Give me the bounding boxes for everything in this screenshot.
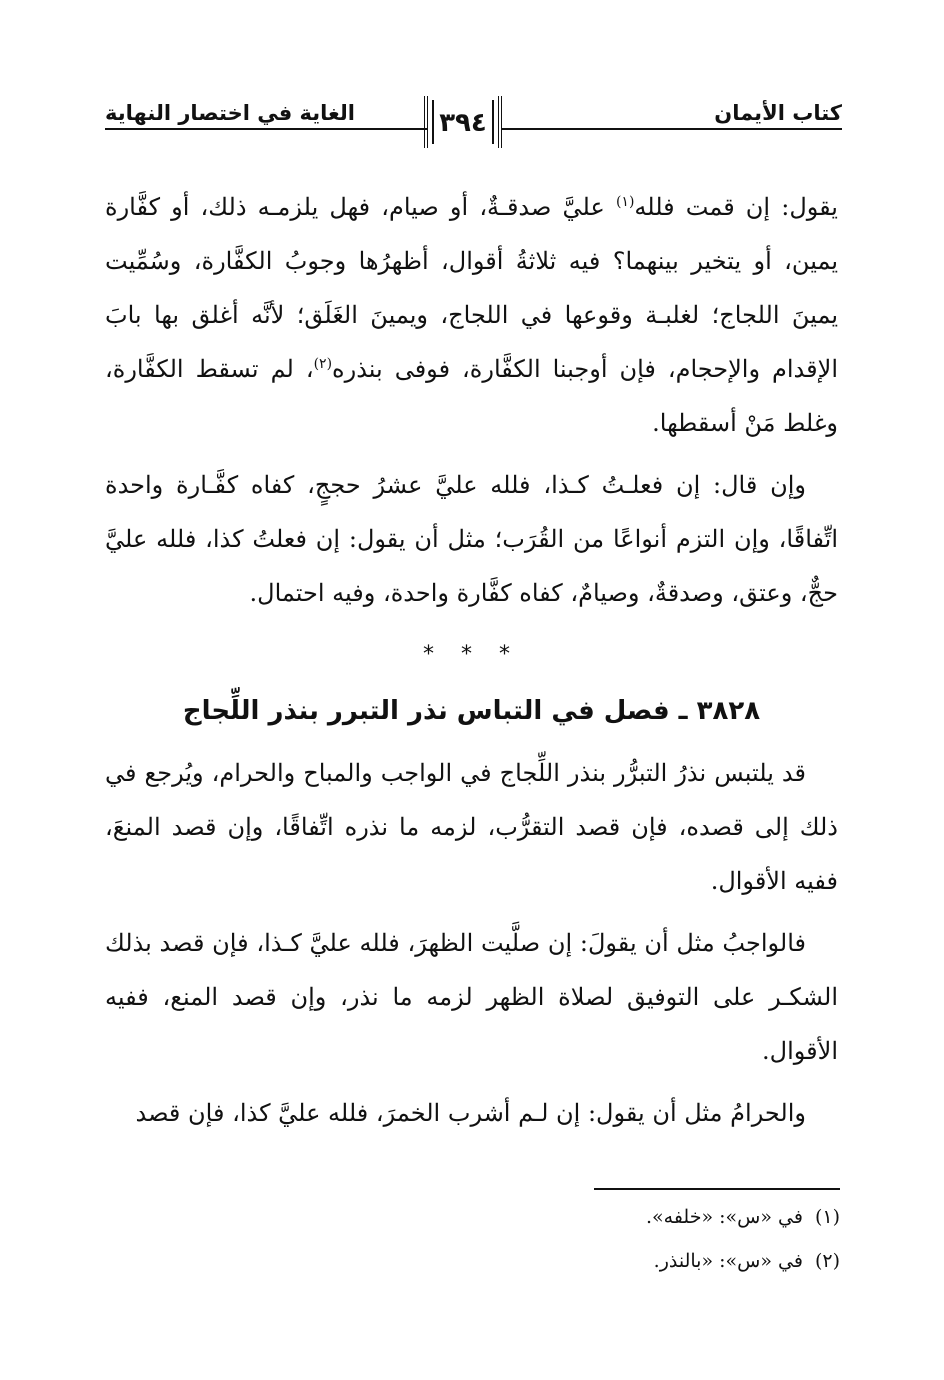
paragraph: فالواجبُ مثل أن يقولَ: إن صلَّيت الظهرَ، فلله عليَّ كـذا، فإن قصد بذلك الشكـر على التوفيق لصلاة الظهر لزمه ما نذر، وإن قصد المنع، ففيه الأقوال. bbox=[105, 929, 838, 1065]
footnote-text: في «س»: «بالنذر. bbox=[653, 1250, 803, 1272]
footnotes bbox=[240, 1202, 840, 1290]
footnote-reference: (٢) bbox=[313, 356, 333, 372]
footnote-number: (٢) bbox=[814, 1250, 840, 1272]
paragraph bbox=[105, 180, 838, 450]
header-rule-right bbox=[502, 128, 842, 130]
footnote-number: (١) bbox=[814, 1206, 840, 1228]
footnote-item bbox=[240, 1202, 840, 1232]
main-text bbox=[105, 180, 838, 1140]
footnote-divider bbox=[594, 1188, 840, 1190]
section-separator: * * * bbox=[423, 642, 520, 667]
running-header bbox=[105, 96, 842, 156]
paragraph-segment: يقول: إن قمت فلله bbox=[634, 193, 838, 221]
footnote-reference: (١) bbox=[615, 194, 635, 210]
footnote-text: في «س»: «خلفه». bbox=[645, 1206, 803, 1228]
paragraph: قد يلتبس نذرُ التبرُّر بنذر اللِّجاج في الواجب والمباح والحرام، ويُرجع في ذلك إلى قصده، فإن قصد التقرُّب، لزمه ما نذره اتِّفاقًا، وإن قصد المنعَ، ففيه الأقوال. bbox=[105, 759, 838, 895]
header-rule-left bbox=[105, 128, 427, 130]
paragraph-segment: عليَّ صدقـةٌ، أو صيام، فهل يلزمـه ذلك، أو كفَّارة يمين، أو يتخير بينهما؟ فيه ثلاثةُ أقوال، أظهرُها وجوبُ الكفَّارة، وسُمِّيت يمينَ اللجاج؛ لغلبـة وقوعها في اللجاج، ويمينَ الغَلَق؛ لأنَّه أغلق بها بابَ الإقدام والإحجام، فإن أوجبنا الكفَّارة، فوفى بنذره bbox=[105, 193, 838, 383]
section-heading: ٣٨٢٨ ـ فصل في التباس نذر التبرر بنذر اللِّجاج bbox=[182, 696, 761, 726]
paragraph: والحرامُ مثل أن يقول: إن لـم أشرب الخمرَ، فلله عليَّ كذا، فإن قصد bbox=[135, 1099, 806, 1127]
page-number: ٣٩٤ bbox=[439, 108, 487, 138]
paragraph: وإن قال: إن فعلـتُ كـذا، فلله عليَّ عشرُ حججٍ، كفاه كفَّـارة واحدة اتِّفاقًا، وإن التزم أنواعًا من القُرَب؛ مثل أن يقول: إن فعلتُ كذا، فلله عليَّ حجٌّ، وعتق، وصدقةٌ، وصيامٌ، كفاه كفَّارة واحدة، وفيه احتمال. bbox=[105, 471, 838, 607]
paragraph-segment: ، لم تسقط الكفَّارة، وغلط مَنْ أسقطها. bbox=[105, 355, 838, 437]
page-number-frame bbox=[424, 96, 502, 148]
footnote-item bbox=[240, 1246, 840, 1276]
chapter-title: كتاب الأيمان bbox=[714, 101, 842, 125]
book-title: الغاية في اختصار النهاية bbox=[105, 101, 355, 125]
